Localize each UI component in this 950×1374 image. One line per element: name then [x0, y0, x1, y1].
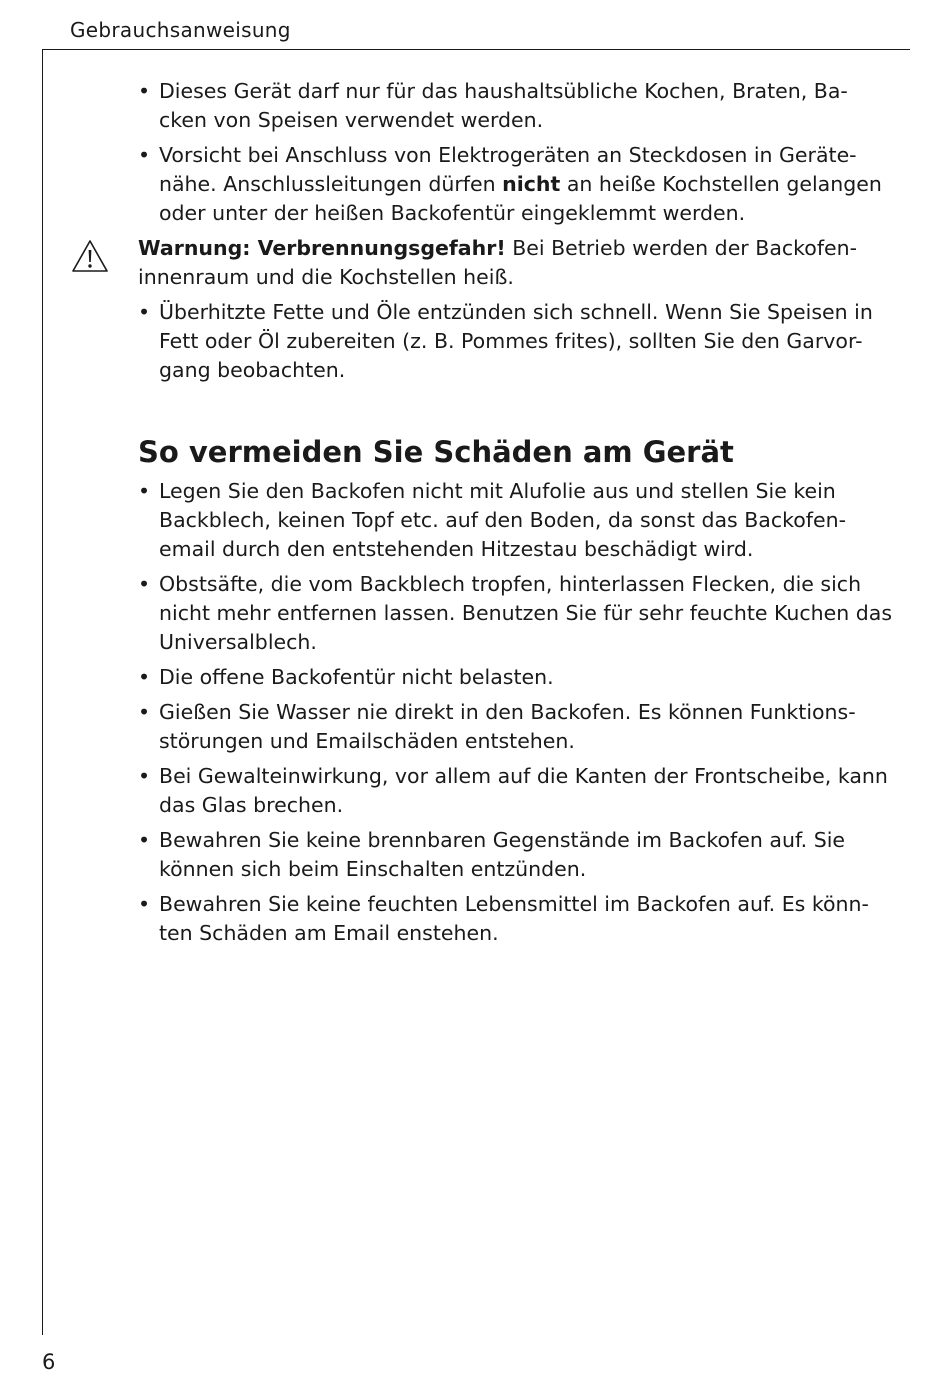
- bullet-mark: •: [138, 700, 151, 724]
- list-item-text: Dieses Gerät darf nur für das haushaltsübliche Kochen, Braten, Ba-cken von Speisen verwendet werden.: [159, 79, 848, 132]
- bullet-mark: •: [138, 764, 151, 788]
- bullet-mark: •: [138, 479, 151, 503]
- list-item-text: Obstsäfte, die vom Backblech tropfen, hinterlassen Flecken, die sich nicht mehr entfernen lassen. Benutzen Sie für sehr feuchte Kuchen das Universalblech.: [159, 572, 893, 654]
- list-item: [138, 663, 893, 692]
- warning-block: [138, 234, 893, 292]
- header-rule: [42, 49, 910, 50]
- bullet-mark: •: [138, 143, 151, 167]
- intro-bullet-list: [138, 77, 893, 228]
- list-item-text: Überhitzte Fette und Öle entzünden sich schnell. Wenn Sie Speisen in Fett oder Öl zubereiten (z. B. Pommes frites), sollten Sie den Garvor-gang beobachten.: [159, 300, 873, 382]
- list-item: [138, 141, 893, 228]
- margin-rule: [42, 49, 43, 1335]
- text-segment: Vorsicht bei Anschluss von Elektrogeräten an Steckdosen in Geräte-nähe. Anschlussleitungen dürfen: [159, 143, 857, 196]
- running-header: Gebrauchsanweisung: [70, 18, 291, 42]
- list-item: [138, 477, 893, 564]
- list-item: [138, 698, 893, 756]
- section-heading: So vermeiden Sie Schäden am Gerät: [138, 435, 734, 469]
- list-item: [138, 298, 893, 385]
- list-item: [138, 570, 893, 657]
- page-number: 6: [42, 1350, 56, 1374]
- damage-prevention-list: [138, 477, 893, 948]
- bullet-mark: •: [138, 828, 151, 852]
- warning-title: Warnung: Verbrennungsgefahr!: [138, 236, 506, 260]
- emphasis-text: nicht: [502, 172, 561, 196]
- bullet-mark: •: [138, 892, 151, 916]
- list-item-text: Bei Gewalteinwirkung, vor allem auf die Kanten der Frontscheibe, kann das Glas brechen.: [159, 764, 888, 817]
- list-item: [138, 890, 893, 948]
- bullet-mark: •: [138, 665, 151, 689]
- page-content: [138, 77, 893, 954]
- list-item-text: Bewahren Sie keine feuchten Lebensmittel im Backofen auf. Es könn-ten Schäden am Email enstehen.: [159, 892, 869, 945]
- list-item-text: Bewahren Sie keine brennbaren Gegenstände im Backofen auf. Sie können sich beim Einschalten entzünden.: [159, 828, 846, 881]
- warning-bullet-list: [138, 298, 893, 385]
- list-item-text: Gießen Sie Wasser nie direkt in den Backofen. Es können Funktions-störungen und Emailschäden entstehen.: [159, 700, 856, 753]
- bullet-mark: •: [138, 79, 151, 103]
- text-segment: an heiße Kochstellen gelangen oder unter der heißen Backofentür eingeklemmt werden.: [159, 172, 882, 225]
- list-item-text: Die offene Backofentür nicht belasten.: [159, 665, 554, 689]
- list-item: [138, 77, 893, 135]
- warning-triangle-icon: [70, 238, 110, 274]
- list-item: [138, 826, 893, 884]
- list-item-text: Legen Sie den Backofen nicht mit Alufolie aus und stellen Sie kein Backblech, keinen Topf etc. auf den Boden, da sonst das Backofen-email durch den entstehenden Hitzestau beschädigt wird.: [159, 479, 847, 561]
- list-item-text: [159, 143, 882, 225]
- list-item: [138, 762, 893, 820]
- warning-text: Bei Betrieb werden der Backofen-innenraum und die Kochstellen heiß.: [138, 236, 858, 289]
- bullet-mark: •: [138, 300, 151, 324]
- bullet-mark: •: [138, 572, 151, 596]
